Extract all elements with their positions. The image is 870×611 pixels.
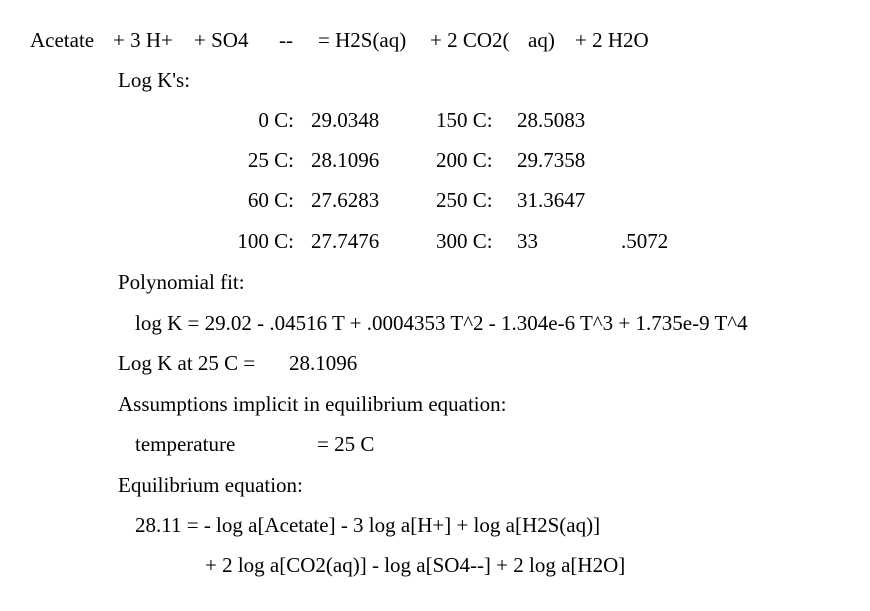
logk-value: 28.5083 xyxy=(517,108,586,132)
logk-value: 28.1096 xyxy=(311,148,380,172)
reaction-dashes: -- xyxy=(279,28,293,52)
logk-value: 29.0348 xyxy=(311,108,380,132)
logk25-value: 28.1096 xyxy=(289,351,358,375)
logk-temp: 60 C: xyxy=(247,188,294,212)
polyfit-equation: log K = 29.02 - .04516 T + .0004353 T^2 - 1.304e-6 T^3 + 1.735e-9 T^4 xyxy=(135,311,748,335)
logk-temp: 25 C: xyxy=(247,148,294,172)
product-co2: + 2 CO2( xyxy=(430,28,510,52)
logk-value: 27.7476 xyxy=(311,229,380,253)
assumption-name: temperature xyxy=(135,432,236,456)
reactant-acetate: Acetate xyxy=(30,28,95,52)
equilibrium-line-2: + 2 log a[CO2(aq)] - log a[SO4--] + 2 log a[H2O] xyxy=(205,553,626,577)
assumption-value: = 25 C xyxy=(317,432,375,456)
reactant-sulfate: + SO4 xyxy=(194,28,249,52)
product-water: + 2 H2O xyxy=(575,28,649,52)
equilibrium-heading: Equilibrium equation: xyxy=(118,473,303,497)
logk-value: 33 xyxy=(517,229,538,253)
logk-temp: 300 C: xyxy=(436,229,493,253)
assumptions-heading: Assumptions implicit in equilibrium equation: xyxy=(118,392,507,416)
logk-temp: 250 C: xyxy=(436,188,493,212)
logk-value: 31.3647 xyxy=(517,188,586,212)
logk-temp: 200 C: xyxy=(436,148,493,172)
logk-value: 29.7358 xyxy=(517,148,586,172)
product-co2-aq: aq) xyxy=(528,28,555,52)
logk-temp: 0 C: xyxy=(258,108,294,132)
logk-value: 27.6283 xyxy=(311,188,380,212)
equilibrium-line-1: 28.11 = - log a[Acetate] - 3 log a[H+] + log a[H2S(aq)] xyxy=(135,513,601,537)
polyfit-heading: Polynomial fit: xyxy=(118,270,245,294)
reactant-protons: + 3 H+ xyxy=(113,28,173,52)
logk25-label: Log K at 25 C = xyxy=(118,351,256,375)
logk-stray-value: .5072 xyxy=(621,229,669,253)
product-h2s: = H2S(aq) xyxy=(318,28,407,52)
logk-temp: 100 C: xyxy=(237,229,294,253)
logk-temp: 150 C: xyxy=(436,108,493,132)
logk-heading: Log K's: xyxy=(118,68,191,92)
